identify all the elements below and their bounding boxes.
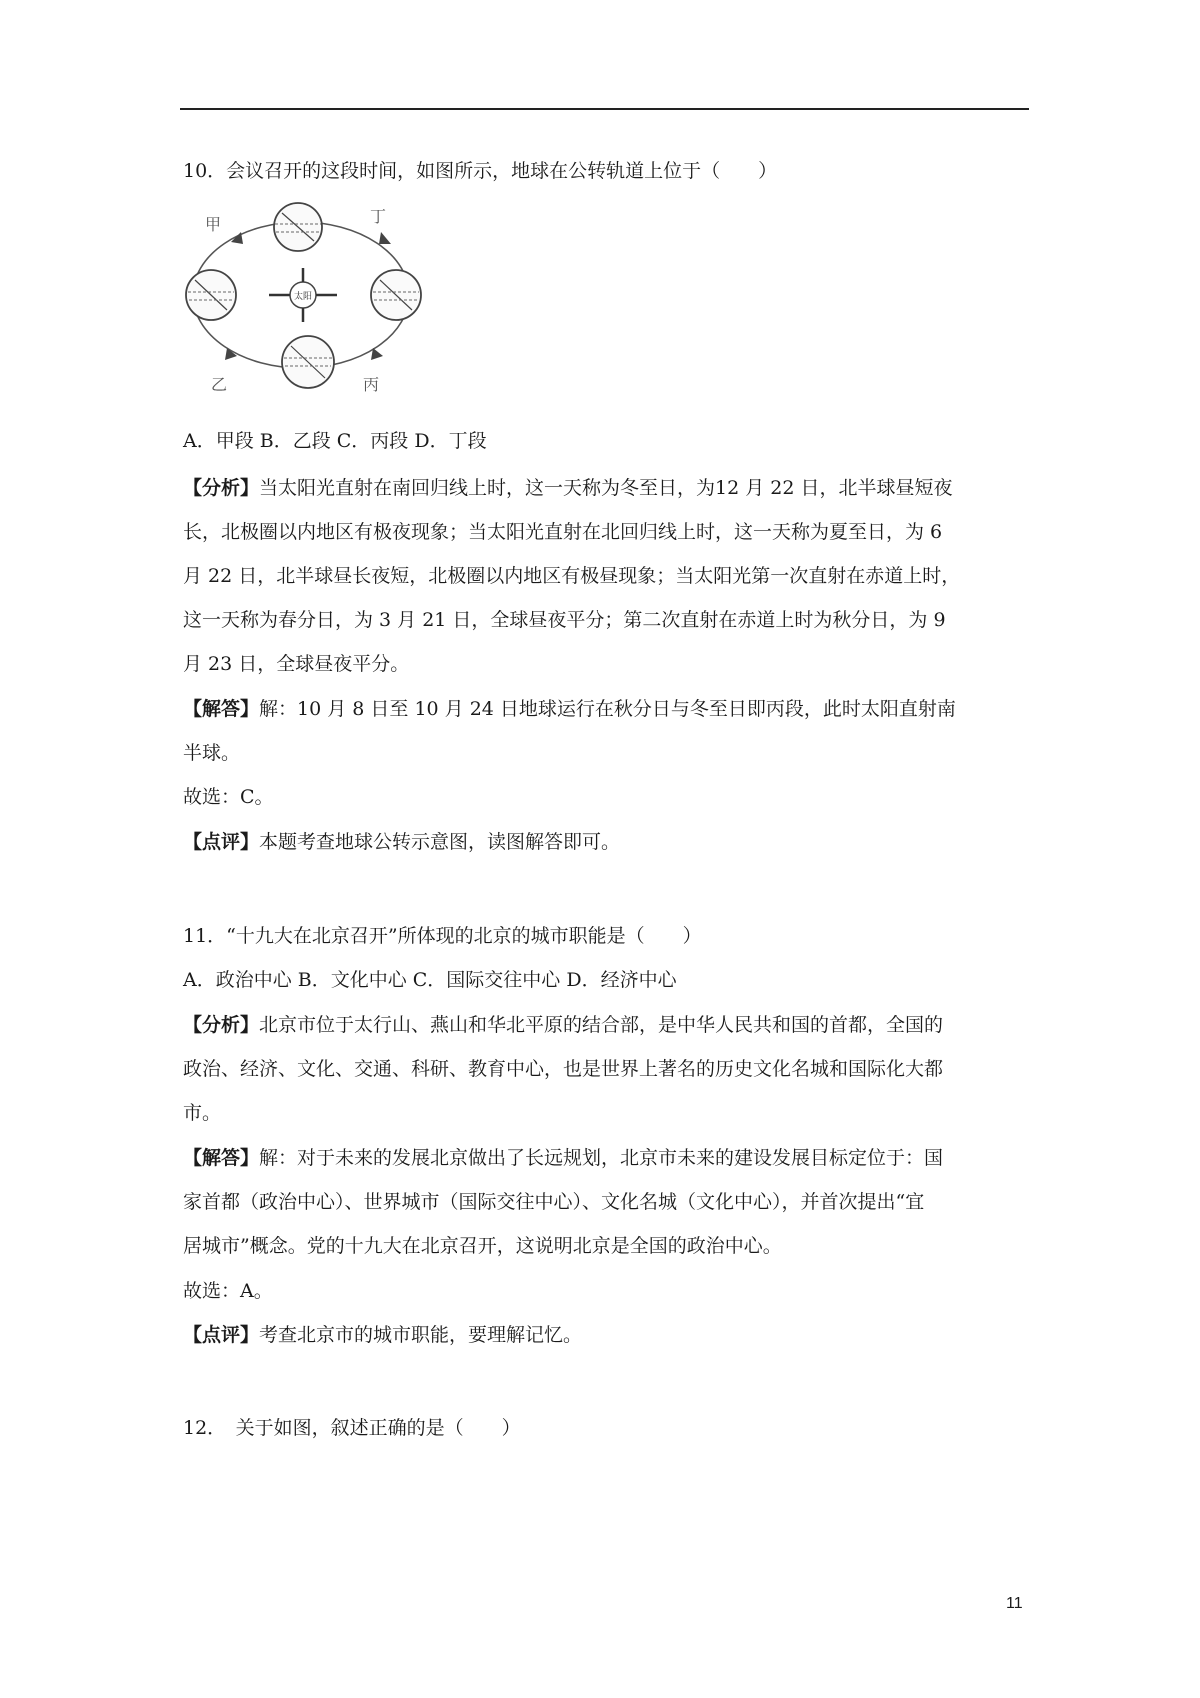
comment-tag: 【点评】 [183,1324,260,1346]
q11-answer-line-1: 【解答】解：对于未来的发展北京做出了长远规划，北京市未来的建设发展目标定位于：国 [183,1147,944,1169]
comment-tag: 【点评】 [183,831,260,853]
label-ding: 丁 [370,207,387,226]
q12-question: 12． 关于如图，叙述正确的是（ ） [183,1417,521,1439]
q11-analysis-line-1: 【分析】北京市位于太行山、燕山和华北平原的结合部，是中华人民共和国的首都，全国的 [183,1014,944,1036]
q11-options: A．政治中心 B．文化中心 C．国际交往中心 D．经济中心 [183,969,677,991]
q10-answer-line-2: 半球。 [183,742,241,764]
earth-bottom-icon [282,336,334,388]
sun-icon [269,268,337,322]
q11-analysis-line-2: 政治、经济、文化、交通、科研、教育中心，也是世界上著名的历史文化名城和国际化大都 [183,1058,944,1080]
label-jia: 甲 [205,215,222,234]
analysis-tag: 【分析】 [183,477,260,499]
earth-left-icon [186,270,236,320]
page-number: 11 [1006,1595,1023,1612]
q10-choice: 故选：C。 [183,786,274,808]
sun-label: 太阳 [293,292,313,302]
q11-analysis-line-3: 市。 [183,1102,222,1124]
q10-analysis-line-1: 【分析】当太阳光直射在南回归线上时，这一天称为冬至日，为12 月 22 日，北半球昼短夜 [183,477,953,499]
q11-choice: 故选：A。 [183,1280,273,1302]
q10-answer-line-1: 【解答】解：10 月 8 日至 10 月 24 日地球运行在秋分日与冬至日即丙段，此时太阳直射南 [183,698,956,720]
earth-right-icon [371,270,421,320]
label-bing: 丙 [363,375,380,394]
q10-analysis-line-2: 长，北极圈以内地区有极夜现象；当太阳光直射在北回归线上时，这一天称为夏至日，为 6 [183,521,943,543]
label-yi: 乙 [211,375,228,394]
answer-tag: 【解答】 [183,1147,260,1169]
q10-analysis-line-3: 月 22 日，北半球昼长夜短，北极圈以内地区有极昼现象；当太阳光第一次直射在赤道上时， [183,565,961,587]
header-rule [180,108,1029,110]
q10-analysis-line-5: 月 23 日，全球昼夜平分。 [183,653,410,675]
q11-answer-line-3: 居城市”概念。党的十九大在北京召开，这说明北京是全国的政治中心。 [183,1235,782,1257]
q10-question: 10．会议召开的这段时间，如图所示，地球在公转轨道上位于（ ） [183,160,778,182]
q10-options: A．甲段 B．乙段 C．丙段 D．丁段 [183,430,487,452]
earth-top-icon [274,203,322,251]
answer-tag: 【解答】 [183,698,260,720]
earth-orbit-diagram [183,200,448,400]
q11-answer-line-2: 家首都（政治中心）、世界城市（国际交往中心）、文化名城（文化中心），并首次提出“宜 [183,1191,925,1213]
q11-comment: 【点评】考查北京市的城市职能，要理解记忆。 [183,1324,583,1346]
q11-question: 11．“十九大在北京召开”所体现的北京的城市职能是（ ） [183,925,702,947]
q10-analysis-line-4: 这一天称为春分日，为 3 月 21 日，全球昼夜平分；第二次直射在赤道上时为秋分日，为 9 [183,609,946,631]
q10-comment: 【点评】本题考查地球公转示意图，读图解答即可。 [183,831,621,853]
analysis-tag: 【分析】 [183,1014,260,1036]
